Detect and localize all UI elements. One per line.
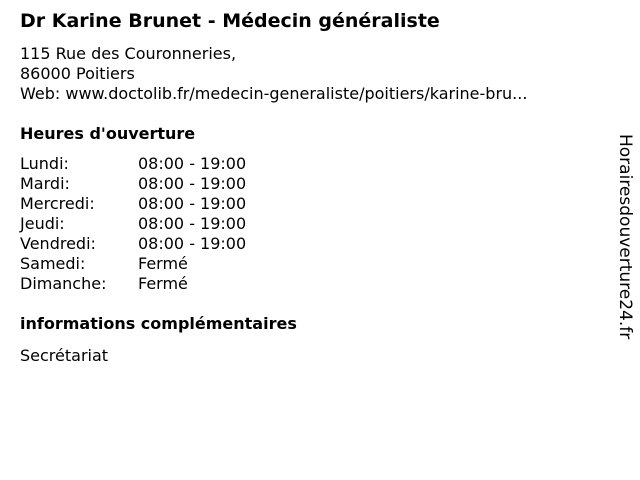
hours-day: Lundi:: [20, 154, 69, 173]
hours-row: [20, 254, 246, 274]
hours-time: Fermé: [138, 254, 188, 273]
hours-heading: Heures d'ouverture: [20, 124, 196, 143]
hours-day: Vendredi:: [20, 234, 96, 253]
address-street: 115 Rue des Couronneries,: [20, 44, 237, 63]
hours-day: Jeudi:: [20, 214, 65, 233]
hours-day: Samedi:: [20, 254, 86, 273]
address-web: Web: www.doctolib.fr/medecin-generaliste/poitiers/karine-bru...: [20, 84, 528, 103]
hours-time: 08:00 - 19:00: [138, 194, 247, 213]
hours-row: [20, 234, 246, 254]
hours-time: 08:00 - 19:00: [138, 154, 247, 173]
hours-day: Mardi:: [20, 174, 70, 193]
hours-time: 08:00 - 19:00: [138, 214, 247, 233]
hours-row: [20, 174, 246, 194]
info-heading: informations complémentaires: [20, 314, 297, 333]
address-block: [20, 44, 527, 104]
address-city: 86000 Poitiers: [20, 64, 135, 83]
hours-day: Dimanche:: [20, 274, 107, 293]
hours-table: [20, 154, 246, 294]
hours-time: Fermé: [138, 274, 188, 293]
info-text: Secrétariat: [20, 346, 109, 365]
page-title: Dr Karine Brunet - Médecin généraliste: [20, 10, 440, 32]
hours-row: [20, 214, 246, 234]
hours-day: Mercredi:: [20, 194, 95, 213]
hours-row: [20, 274, 246, 294]
hours-time: 08:00 - 19:00: [138, 234, 247, 253]
hours-row: [20, 194, 246, 214]
hours-time: 08:00 - 19:00: [138, 174, 247, 193]
site-watermark: Horairesdouverture24.fr: [615, 134, 635, 340]
hours-row: [20, 154, 246, 174]
